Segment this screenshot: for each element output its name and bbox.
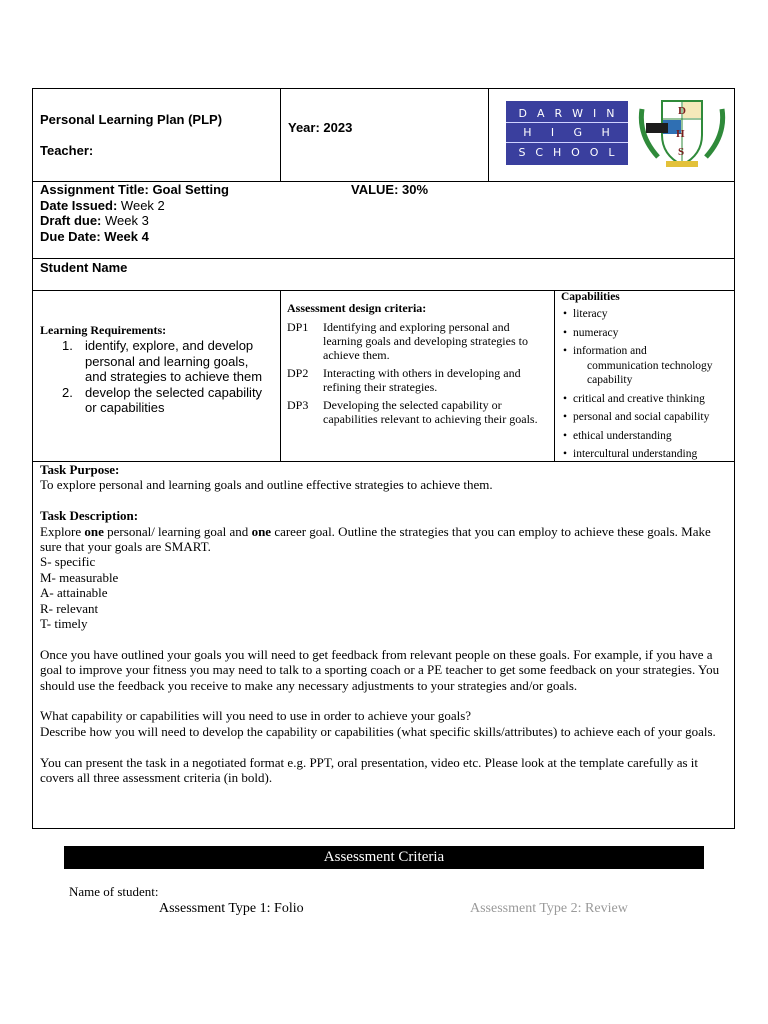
capabilities-cell [555,291,734,461]
assessment-design-cell [281,291,555,461]
smart-item: M- measurable [40,569,119,585]
plp-title: Personal Learning Plan (PLP) [40,112,223,127]
list-item: • information and communication technology capability [563,345,713,386]
draft-due-value: Week 3 [101,213,149,228]
feedback-paragraph: Once you have outlined your goals you will need to get feedback from relevant people on these goals. For example, if you have a goal to improve your fitness you may need to talk to a sporting coach or a PE teacher to get some feedback on your strategies. You should use the feedback you receive to make any necessary adjustments to your strategies and/or goals. [40,646,720,693]
criterion-dp2: DP2 Interacting with others in developing and refining their strategies. [287,366,521,394]
smart-item: R- relevant [40,600,99,616]
list-item: 1. identify, explore, and develop personal and learning goals, and strategies to achieve them [62,338,263,384]
value-label: VALUE: 30% [351,182,429,197]
learning-requirements-cell [33,291,281,461]
learning-requirements-heading: Learning Requirements: [40,323,167,337]
capability-question: What capability or capabilities will you need to use in order to achieve your goals? [40,708,472,724]
capability-describe: Describe how you will need to develop the capability or capabilities (what specific skills/attributes) to achieve each of your goals. [40,723,716,739]
school-crest-icon [636,95,728,171]
smart-item: A- attainable [40,585,108,601]
assignment-row [33,182,734,259]
task-description-heading: Task Description: [40,508,139,524]
task-purpose-heading: Task Purpose: [40,462,120,477]
date-issued-value: Week 2 [117,197,165,213]
assessment-design-heading: Assessment design criteria: [287,301,427,315]
list-item: 2. develop the selected capability or capabilities [62,384,263,415]
list-item: • numeracy [563,326,619,339]
student-name-row [33,259,734,291]
capabilities-list [563,307,734,466]
header-row [33,89,734,182]
criterion-dp3: DP3 Developing the selected capability or capabilities relevant to achieving their goals. [287,398,538,426]
assignment-title: Assignment Title: Goal Setting [40,182,230,197]
list-item: • ethical understanding [563,429,672,442]
smart-item: S- specific [40,554,96,570]
list-item: • literacy [563,308,608,320]
logo-line-2: H I G H [506,124,628,143]
task-purpose-text: To explore personal and learning goals and outline effective strategies to achieve them. [40,477,493,493]
task-row [33,462,734,828]
task-section [40,462,728,785]
criteria-row [33,291,734,462]
capabilities-heading: Capabilities [561,291,620,303]
teacher-label: Teacher: [40,143,94,158]
assessment-criteria-bar: Assessment Criteria [64,846,704,869]
presentation-paragraph: You can present the task in a negotiated format e.g. PPT, oral presentation, video etc. Please look at the template carefully as it covers all three assessment criteria (in bold). [40,754,698,786]
date-issued-label: Date Issued: [40,197,118,213]
logo-line-3: S C H O O L [518,146,616,160]
plp-table [32,88,735,829]
logo-line-1: D A R W I N [506,104,628,123]
assessment-type-1: Assessment Type 1: Folio [159,901,304,916]
year-cell [281,89,489,181]
list-item: • critical and creative thinking [563,392,705,405]
svg-text:S: S [678,146,685,158]
task-description-text: Explore one personal/ learning goal and one career goal. Outline the strategies that you can employ to achieve these goals. Make sure that your goals are SMART. [40,523,711,555]
svg-text:D: D [678,105,686,117]
criterion-dp1: DP1 Identifying and exploring personal and learning goals and developing strategies to achieve them. [287,320,528,362]
year-label: Year: 2023 [288,120,353,135]
name-of-student-label: Name of student: [69,884,159,899]
logo-cell [489,89,734,181]
smart-item: T- timely [40,616,88,632]
student-name-label: Student Name [40,260,128,275]
list-item: • intercultural understanding [563,448,698,460]
school-logo [506,101,628,165]
assignment-details [40,182,229,244]
svg-text:H: H [676,128,685,140]
assessment-type-2: Assessment Type 2: Review [470,901,628,916]
learning-requirements-list [40,338,272,416]
list-item: • personal and social capability [563,411,710,423]
title-cell [33,89,281,181]
draft-due-label: Draft due: [40,213,102,228]
due-date-label: Due Date: Week 4 [40,228,149,244]
